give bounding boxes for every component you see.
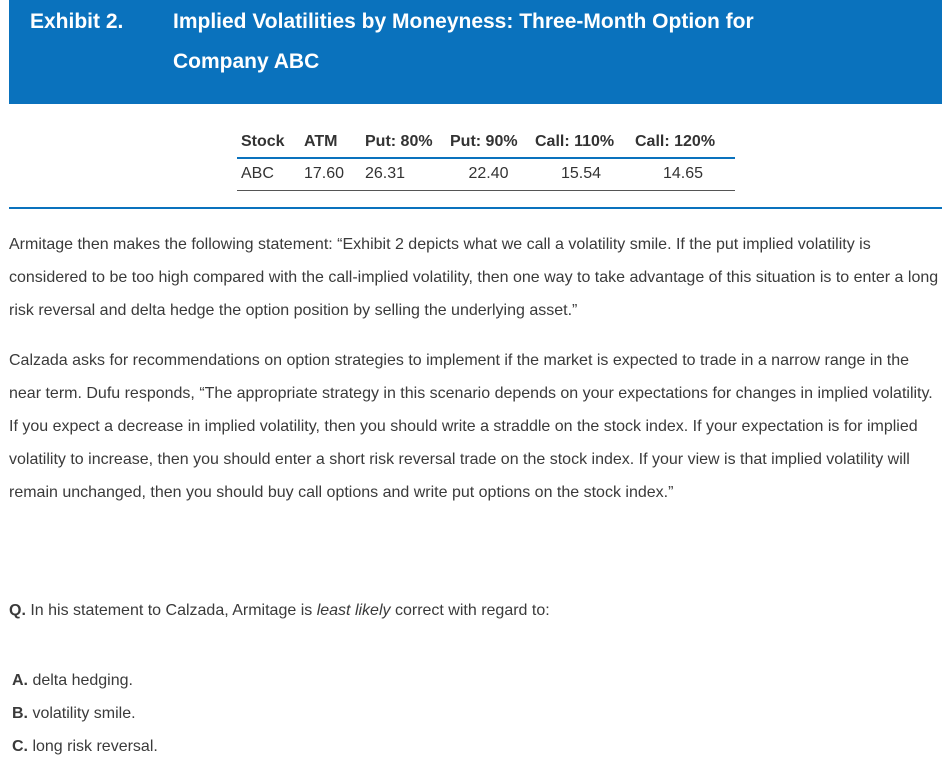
cell-call-120: 14.65	[631, 158, 735, 191]
exhibit-title-line1: Implied Volatilities by Moneyness: Three-Month Option for	[173, 10, 754, 33]
header-call-120: Call: 120%	[631, 128, 735, 158]
table-header-row	[237, 128, 735, 158]
header-put-80: Put: 80%	[361, 128, 446, 158]
question-text-after: correct with regard to:	[390, 602, 550, 619]
option-a-text: delta hedging.	[28, 672, 133, 689]
option-b-letter: B.	[12, 705, 28, 722]
header-put-90: Put: 90%	[446, 128, 531, 158]
option-b[interactable]	[12, 697, 158, 730]
exhibit-title-line2: Company ABC	[173, 50, 320, 73]
question-emphasis: least likely	[316, 602, 391, 619]
exhibit-header	[9, 0, 942, 104]
paragraph-calzada: Calzada asks for recommendations on option strategies to implement if the market is expected to trade in a narrow range in the near term. Dufu responds, “The appropriate strategy in this scenario depends on your expectations for changes in implied volatility. If you expect a decrease in implied volatility, then you should write a straddle on the stock index. If your expectation is for implied volatility to increase, then you should enter a short risk reversal trade on the stock index. If your view is that implied volatility will remain unchanged, then you should buy call options and write put options on the stock index.”	[9, 352, 933, 501]
option-c[interactable]	[12, 730, 158, 763]
cell-put-90: 22.40	[446, 158, 531, 191]
cell-put-80: 26.31	[361, 158, 446, 191]
cell-atm: 17.60	[300, 158, 361, 191]
header-call-110: Call: 110%	[531, 128, 631, 158]
option-a-letter: A.	[12, 672, 28, 689]
exhibit-title	[173, 2, 873, 82]
section-divider	[9, 207, 942, 209]
question-label: Q.	[9, 602, 26, 619]
paragraph-armitage: Armitage then makes the following statement: “Exhibit 2 depicts what we call a volatility smile. If the put implied volatility is considered to be too high compared with the call-implied volatility, then one way to take advantage of this situation is to enter a long risk reversal and delta hedge the option position by selling the underlying asset.”	[9, 236, 939, 319]
option-b-text: volatility smile.	[28, 705, 136, 722]
header-stock: Stock	[237, 128, 300, 158]
exhibit-label: Exhibit 2.	[30, 10, 124, 33]
question	[9, 594, 550, 627]
volatility-table	[237, 128, 735, 191]
table-row	[237, 158, 735, 191]
option-a[interactable]	[12, 664, 158, 697]
answer-options	[12, 664, 158, 763]
cell-stock: ABC	[237, 158, 300, 191]
header-atm: ATM	[300, 128, 361, 158]
option-c-text: long risk reversal.	[28, 738, 158, 755]
option-c-letter: C.	[12, 738, 28, 755]
question-text-before: In his statement to Calzada, Armitage is	[25, 602, 317, 619]
cell-call-110: 15.54	[531, 158, 631, 191]
